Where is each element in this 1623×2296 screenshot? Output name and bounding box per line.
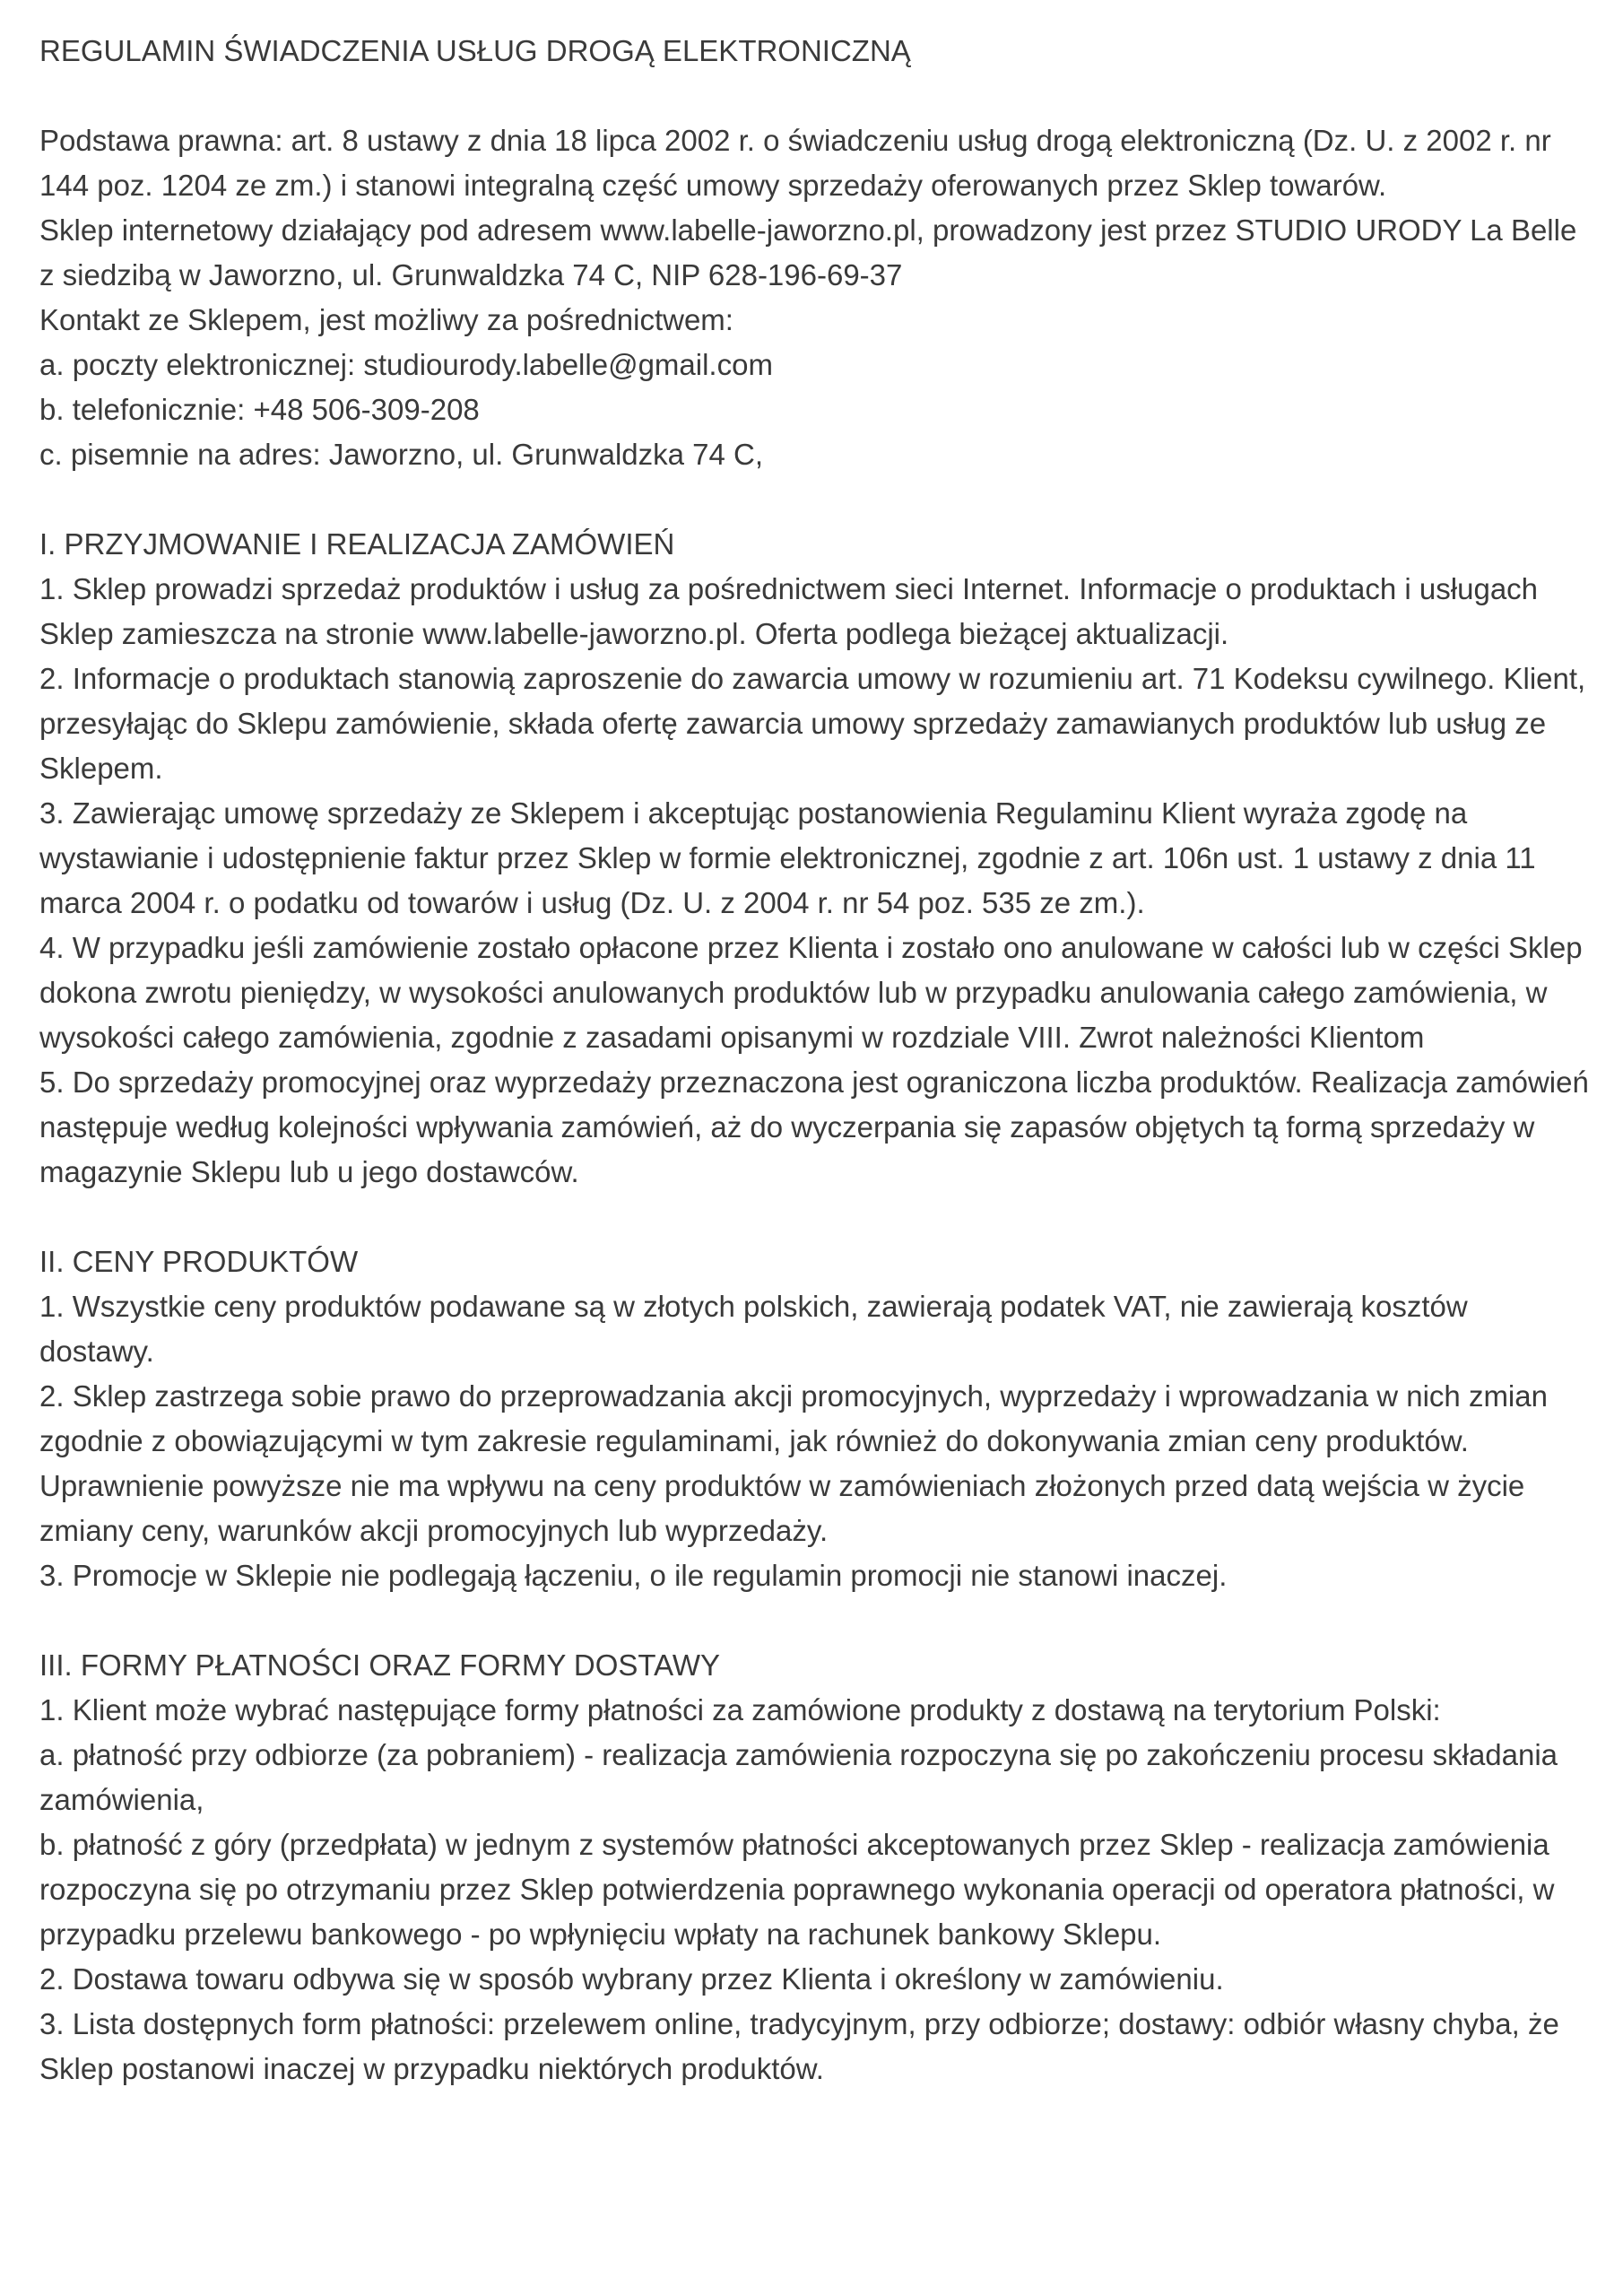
document: [39, 29, 1589, 2092]
intro-contact-phone: b. telefonicznie: +48 506-309-208: [39, 393, 480, 426]
spacer: [39, 1598, 1589, 1643]
section-paragraph: 4. W przypadku jeśli zamówienie zostało opłacone przez Klienta i zostało ono anulowane w całości lub w części Sklep dokona zwrotu pieniędzy, w wysokości anulowanych produktów lub w przypadku anulowania całego zamówienia, w wysokości całego zamówienia, zgodnie z zasadami opisanymi w rozdziale VIII. Zwrot należności Klientom: [39, 931, 1583, 1054]
section-paragraph: a. płatność przy odbiorze (za pobraniem) - realizacja zamówienia rozpoczyna się po zakończeniu procesu składania zamówienia,: [39, 1738, 1558, 1816]
spacer: [39, 1195, 1589, 1239]
section-paragraph: 1. Sklep prowadzi sprzedaż produktów i usług za pośrednictwem sieci Internet. Informacje o produktach i usługach Sklep zamieszcza na stronie www.labelle-jaworzno.pl. Oferta podlega bieżącej aktualizacji.: [39, 572, 1539, 650]
document-title: REGULAMIN ŚWIADCZENIA USŁUG DROGĄ ELEKTRONICZNĄ: [39, 34, 911, 67]
section-paragraph: 3. Lista dostępnych form płatności: przelewem online, tradycyjnym, przy odbiorze; dostawy: odbiór własny chyba, że Sklep postanowi inaczej w przypadku niektórych produktów.: [39, 2007, 1559, 2085]
section-paragraph: 2. Dostawa towaru odbywa się w sposób wybrany przez Klienta i określony w zamówieniu.: [39, 1962, 1224, 1996]
section-payment-delivery: [39, 1643, 1589, 2092]
section-paragraph: 3. Zawierając umowę sprzedaży ze Sklepem i akceptując postanowienia Regulaminu Klient wyraża zgodę na wystawianie i udostępnienie faktur przez Sklep w formie elektronicznej, zgodnie z art. 106n ust. 1 ustawy z dnia 11 marca 2004 r. o podatku od towarów i usług (Dz. U. z 2004 r. nr 54 poz. 535 ze zm.).: [39, 796, 1536, 919]
intro-block: [39, 118, 1589, 477]
section-paragraph: 1. Klient może wybrać następujące formy płatności za zamówione produkty z dostawą na terytorium Polski:: [39, 1693, 1441, 1726]
intro-contact-address: c. pisemnie na adres: Jaworzno, ul. Grunwaldzka 74 C,: [39, 438, 764, 471]
section-orders: [39, 522, 1589, 1195]
intro-contact-heading: Kontakt ze Sklepem, jest możliwy za pośrednictwem:: [39, 303, 733, 336]
section-heading: II. CENY PRODUKTÓW: [39, 1245, 359, 1278]
section-paragraph: b. płatność z góry (przedpłata) w jednym z systemów płatności akceptowanych przez Sklep - realizacja zamówienia rozpoczyna się po otrzymaniu przez Sklep potwierdzenia poprawnego wykonania operacji od operatora płatności, w przypadku przelewu bankowego - po wpłynięciu wpłaty na rachunek bankowy Sklepu.: [39, 1828, 1555, 1951]
section-heading: I. PRZYJMOWANIE I REALIZACJA ZAMÓWIEŃ: [39, 527, 675, 561]
section-heading: III. FORMY PŁATNOŚCI ORAZ FORMY DOSTAWY: [39, 1648, 721, 1682]
spacer: [39, 477, 1589, 522]
spacer: [39, 74, 1589, 118]
section-prices: [39, 1239, 1589, 1598]
intro-legal-basis: Podstawa prawna: art. 8 ustawy z dnia 18 lipca 2002 r. o świadczeniu usług drogą elektroniczną (Dz. U. z 2002 r. nr 144 poz. 1204 ze zm.) i stanowi integralną część umowy sprzedaży oferowanych przez Sklep towarów.: [39, 124, 1551, 202]
section-paragraph: 1. Wszystkie ceny produktów podawane są w złotych polskich, zawierają podatek VAT, nie zawierają kosztów dostawy.: [39, 1290, 1468, 1368]
intro-contact-email: a. poczty elektronicznej: studiourody.labelle@gmail.com: [39, 348, 773, 381]
section-paragraph: 5. Do sprzedaży promocyjnej oraz wyprzedaży przeznaczona jest ograniczona liczba produktów. Realizacja zamówień następuje według kolejności wpływania zamówień, aż do wyczerpania się zapasów objętych tą formą sprzedaży w magazynie Sklepu lub u jego dostawców.: [39, 1065, 1589, 1188]
section-paragraph: 2. Sklep zastrzega sobie prawo do przeprowadzania akcji promocyjnych, wyprzedaży i wprowadzania w nich zmian zgodnie z obowiązującymi w tym zakresie regulaminami, jak również do dokonywania zmian ceny produktów. Uprawnienie powyższe nie ma wpływu na ceny produktów w zamówieniach złożonych przed datą wejścia w życie zmiany ceny, warunków akcji promocyjnych lub wyprzedaży.: [39, 1379, 1548, 1547]
intro-shop-operator: Sklep internetowy działający pod adresem www.labelle-jaworzno.pl, prowadzony jest przez STUDIO URODY La Belle z siedzibą w Jaworzno, ul. Grunwaldzka 74 C, NIP 628-196-69-37: [39, 213, 1577, 291]
section-paragraph: 3. Promocje w Sklepie nie podlegają łączeniu, o ile regulamin promocji nie stanowi inaczej.: [39, 1559, 1228, 1592]
section-paragraph: 2. Informacje o produktach stanowią zaproszenie do zawarcia umowy w rozumieniu art. 71 Kodeksu cywilnego. Klient, przesyłając do Sklepu zamówienie, składa ofertę zawarcia umowy sprzedaży zamawianych produktów lub usług ze Sklepem.: [39, 662, 1586, 785]
